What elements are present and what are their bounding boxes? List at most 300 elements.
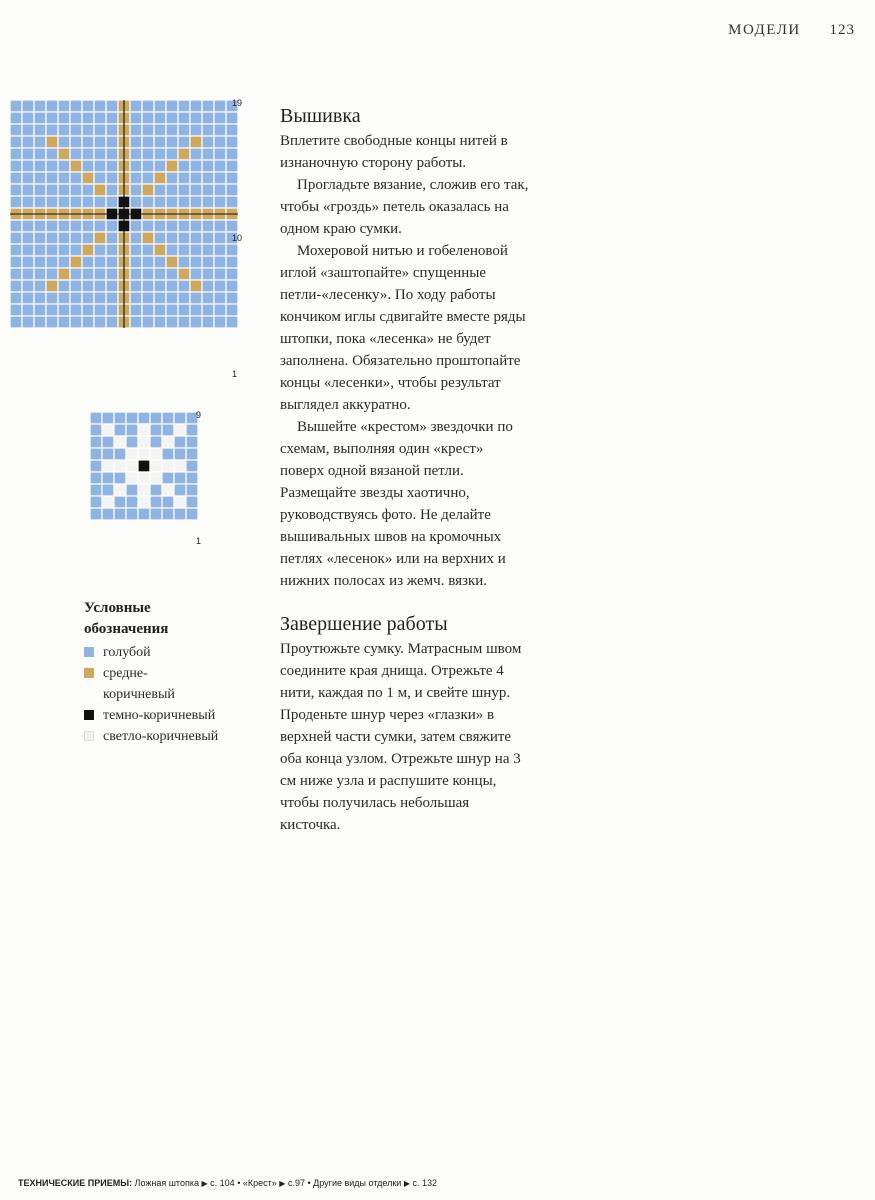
chart-cell [178,304,190,316]
chart-cell [162,508,174,520]
chart-cell [214,316,226,328]
chart-cell [106,244,118,256]
chart-cell [190,100,202,112]
chart-cell [46,160,58,172]
chart-cell [34,232,46,244]
chart-cell [58,112,70,124]
chart-cell [162,496,174,508]
chart-cell [138,496,150,508]
chart-cell [166,136,178,148]
chart-cell [10,124,22,136]
chart-cell [34,268,46,280]
chart-cell [94,160,106,172]
chart-cell [94,268,106,280]
chart-cell [114,472,126,484]
chart-cell [162,484,174,496]
chart-cell [202,160,214,172]
chart-cell [58,160,70,172]
chart-cell [154,232,166,244]
chart-cell [58,244,70,256]
chart-cell [22,256,34,268]
chart-cell [46,256,58,268]
chart-cell [46,100,58,112]
page-header [728,22,855,39]
chart-cell [90,472,102,484]
row-label-10: 10 [232,233,243,243]
chart-cell [154,136,166,148]
chart-cell [114,460,126,472]
chart-cell [142,172,154,184]
chart-cell [174,436,186,448]
legend-item [84,642,264,663]
chart-cell [202,100,214,112]
chart-cell [154,172,166,184]
chart-cell [138,424,150,436]
chart-cell [190,160,202,172]
chart-cell [58,172,70,184]
chart-cell [82,280,94,292]
chart-cell [226,244,238,256]
chart-cell [114,412,126,424]
chart-cell [46,172,58,184]
chart-cell [90,496,102,508]
chart-cell [186,472,198,484]
legend-swatch-icon [84,668,94,678]
chart-cell [22,160,34,172]
chart-cell [154,292,166,304]
arrow-icon: ▶ [279,1179,286,1188]
chart-cell [186,460,198,472]
chart-cell [226,148,238,160]
chart-cell [130,256,142,268]
chart-cell [190,196,202,208]
chart-cell [82,292,94,304]
footer-item-1: Ложная штопка [134,1178,199,1188]
chart-cell [70,232,82,244]
chart-cell [34,316,46,328]
chart-cell [58,124,70,136]
chart-cell [226,196,238,208]
chart-cell [94,316,106,328]
chart-cell [114,508,126,520]
chart-cell [70,100,82,112]
chart-cell [166,112,178,124]
chart-cell [130,220,142,232]
chart-cell [226,136,238,148]
chart-cell [46,184,58,196]
chart-cell [130,172,142,184]
chart-cell [154,100,166,112]
chart-cell [46,112,58,124]
chart-cell [34,280,46,292]
chart-cell [46,124,58,136]
legend-label: средне- [103,666,148,681]
chart-cell [90,448,102,460]
chart-cell [10,244,22,256]
chart-cell [58,184,70,196]
chart-cell [214,172,226,184]
chart-cell [154,256,166,268]
chart-cell [10,232,22,244]
chart-cell [214,232,226,244]
chart-cell [226,220,238,232]
footer-item-2: «Крест» [242,1178,277,1188]
chart-cell [70,196,82,208]
chart-cell [130,268,142,280]
chart-cell [106,160,118,172]
chart-cell [58,304,70,316]
chart-cell [106,268,118,280]
chart-cell [90,460,102,472]
chart-cell [34,160,46,172]
chart-cell [130,100,142,112]
chart-cell [178,124,190,136]
chart-cell [214,196,226,208]
chart-cell [150,460,162,472]
chart-cell [174,472,186,484]
chart-cell [126,460,138,472]
chart-cell [202,136,214,148]
chart-cell [94,124,106,136]
chart-cell [34,292,46,304]
chart-cell [82,316,94,328]
chart-cell [162,424,174,436]
chart-cell [186,496,198,508]
legend-item [84,663,264,684]
chart-cell [174,508,186,520]
chart-cell [186,508,198,520]
chart-cell [214,136,226,148]
chart-cell [166,316,178,328]
chart-cell [174,412,186,424]
chart-cell [178,268,190,280]
chart-cell [10,268,22,280]
chart-cell [130,304,142,316]
chart-cell [154,304,166,316]
legend-item [84,705,264,726]
chart-cell [130,184,142,196]
chart-cell [22,316,34,328]
chart-cell [106,292,118,304]
chart-cell [214,100,226,112]
chart-cell [22,100,34,112]
chart-cell [214,184,226,196]
chart-cell [150,412,162,424]
chart-cell [94,136,106,148]
chart-cell [174,496,186,508]
chart-cell [226,112,238,124]
footer-label: ТЕХНИЧЕСКИЕ ПРИЕМЫ: [18,1178,133,1188]
chart-cell [82,172,94,184]
chart-cell [190,244,202,256]
chart-cell [22,232,34,244]
chart-cell [214,160,226,172]
chart-cell [178,112,190,124]
chart-cell [82,268,94,280]
chart-cell [154,184,166,196]
chart-cell [142,112,154,124]
chart-cell [166,244,178,256]
chart-cell [82,304,94,316]
chart-cell [22,304,34,316]
chart-cell [58,148,70,160]
chart-cell [154,112,166,124]
chart-cell [82,112,94,124]
chart-cell [10,304,22,316]
chart-cell [82,160,94,172]
chart-cell [190,280,202,292]
chart-cell [22,136,34,148]
chart-cell [70,112,82,124]
chart-cell [162,448,174,460]
chart-cell [34,136,46,148]
chart-cell [166,100,178,112]
chart-cell [46,232,58,244]
chart-cell [34,100,46,112]
chart-cell [22,196,34,208]
chart-cell [142,160,154,172]
chart-cell [226,304,238,316]
chart-cell [102,448,114,460]
chart-cell [142,196,154,208]
chart-cell [142,316,154,328]
chart-cell [126,436,138,448]
chart-cell [10,280,22,292]
chart-cell [106,172,118,184]
chart-cell [58,220,70,232]
chart-cell [90,484,102,496]
chart-cell [82,148,94,160]
legend-label: голубой [103,645,151,660]
small-star-chart-grid [90,412,198,547]
chart-cell [58,136,70,148]
legend-title-line2: обозначения [84,621,169,637]
chart-cell [82,184,94,196]
chart-cell [150,448,162,460]
footer-ref-2: с.97 [287,1178,305,1188]
paragraph-5: Проутюжьте сумку. Матрасным швом соедините края днища. Отрежьте 4 нити, каждая по 1 м, и свейте шнур. Проденьте шнур через «глазки» в верхней части сумки, затем свяжите оба конца узлом. Отрежьте шнур на 3 см ниже узла и распушите концы, чтобы получилась небольшая кисточка. [280,641,522,833]
chart-cell [202,196,214,208]
chart-cell [142,244,154,256]
chart-cell [114,496,126,508]
footer-item-3: Другие виды отделки [313,1178,402,1188]
chart-cell [106,220,118,232]
chart-cell [154,268,166,280]
chart-cell [130,112,142,124]
footer-techniques [18,1178,437,1188]
chart-cell [90,412,102,424]
chart-cell [214,304,226,316]
chart-cell [126,448,138,460]
chart-cell [174,460,186,472]
chart-cell [142,124,154,136]
chart-cell [70,256,82,268]
chart-cell [214,112,226,124]
chart-cell [202,220,214,232]
chart-cell [162,460,174,472]
chart-cell [190,112,202,124]
chart-cell [162,412,174,424]
chart-cell [126,412,138,424]
chart-cell [102,424,114,436]
chart-cell [178,244,190,256]
large-star-chart-grid [10,100,238,378]
chart-cell [130,244,142,256]
chart-cell [106,100,118,112]
chart-cell [202,256,214,268]
chart-cell [82,256,94,268]
chart-cell [142,220,154,232]
chart-cell [142,280,154,292]
chart-cell [162,436,174,448]
chart-cell [46,268,58,280]
chart-cell [102,436,114,448]
chart-cell [94,280,106,292]
chart-cell [46,280,58,292]
chart-cell [46,148,58,160]
chart-cell [102,472,114,484]
chart-cell [94,244,106,256]
chart-cell [34,304,46,316]
chart-cell [70,316,82,328]
chart-cell [102,412,114,424]
paragraph-1: Вплетите свободные концы нитей в изнаночную сторону работы. [280,133,508,171]
chart-cell [58,316,70,328]
chart-cell [178,172,190,184]
chart-cell [130,280,142,292]
chart-cell [94,112,106,124]
chart-cell [202,292,214,304]
chart-cell [202,112,214,124]
chart-cell [166,292,178,304]
chart-cell [94,256,106,268]
chart-cell [226,124,238,136]
chart-cell [226,316,238,328]
chart-cell [82,232,94,244]
chart-cell [10,292,22,304]
chart-cell [94,232,106,244]
chart-cell [70,220,82,232]
chart-cell [82,100,94,112]
chart-cell [166,148,178,160]
chart-cell [154,220,166,232]
chart-cell [106,124,118,136]
chart-cell [82,124,94,136]
legend [84,598,264,747]
chart-cell [102,508,114,520]
chart-cell [34,112,46,124]
chart-cell [178,256,190,268]
chart-cell [70,172,82,184]
chart-cell [10,160,22,172]
chart-cell [138,448,150,460]
chart-cell [114,436,126,448]
chart-cell [202,304,214,316]
chart-cell [22,112,34,124]
chart-cell [150,496,162,508]
chart-cell [166,196,178,208]
chart-cell [178,292,190,304]
chart-cell [226,268,238,280]
chart-cell [22,184,34,196]
chart-cell [214,292,226,304]
chart-cell [186,424,198,436]
chart-cell [166,232,178,244]
chart-cell [138,436,150,448]
chart-cell [22,220,34,232]
chart-cell [114,448,126,460]
chart-cell [126,508,138,520]
chart-cell [10,172,22,184]
chart-cell [70,184,82,196]
chart-cell [190,304,202,316]
chart-cell [34,256,46,268]
chart-cell [178,196,190,208]
chart-cell [94,292,106,304]
legend-label: светло-коричневый [103,729,219,744]
chart-cell [190,136,202,148]
chart-cell [214,148,226,160]
chart-cell [166,304,178,316]
heading-finishing: Завершение работы [280,613,448,635]
chart-cell [58,100,70,112]
chart-cell [154,124,166,136]
chart-cell [90,424,102,436]
chart-cell [178,220,190,232]
chart-cell [82,196,94,208]
chart-cell [46,244,58,256]
chart-cell [166,220,178,232]
chart-cell [166,268,178,280]
chart-cell [166,124,178,136]
chart-cell [46,316,58,328]
chart-cell [106,304,118,316]
chart-cell [106,136,118,148]
arrow-icon: ▶ [403,1179,410,1188]
chart-cell [214,124,226,136]
chart-cell [226,184,238,196]
chart-cell [150,424,162,436]
chart-cell [138,472,150,484]
chart-cell [178,160,190,172]
chart-cell [130,232,142,244]
chart-cell [190,220,202,232]
chart-cell [46,304,58,316]
chart-cell [106,112,118,124]
chart-cell [58,280,70,292]
chart-cell [142,256,154,268]
chart-cell [190,172,202,184]
chart-cell [130,124,142,136]
chart-cell [226,172,238,184]
chart-cell [166,256,178,268]
chart-cell [202,172,214,184]
chart-cell [58,292,70,304]
chart-cell [22,148,34,160]
chart-cell [154,160,166,172]
chart-cell [106,196,118,208]
chart-cell [70,160,82,172]
chart-cell [138,508,150,520]
chart-cell [34,220,46,232]
chart-cell [214,256,226,268]
chart-cell [142,292,154,304]
chart-cell [102,496,114,508]
chart-cell [58,232,70,244]
small-star-chart [90,412,210,552]
chart-cell [106,148,118,160]
chart-cell [102,484,114,496]
